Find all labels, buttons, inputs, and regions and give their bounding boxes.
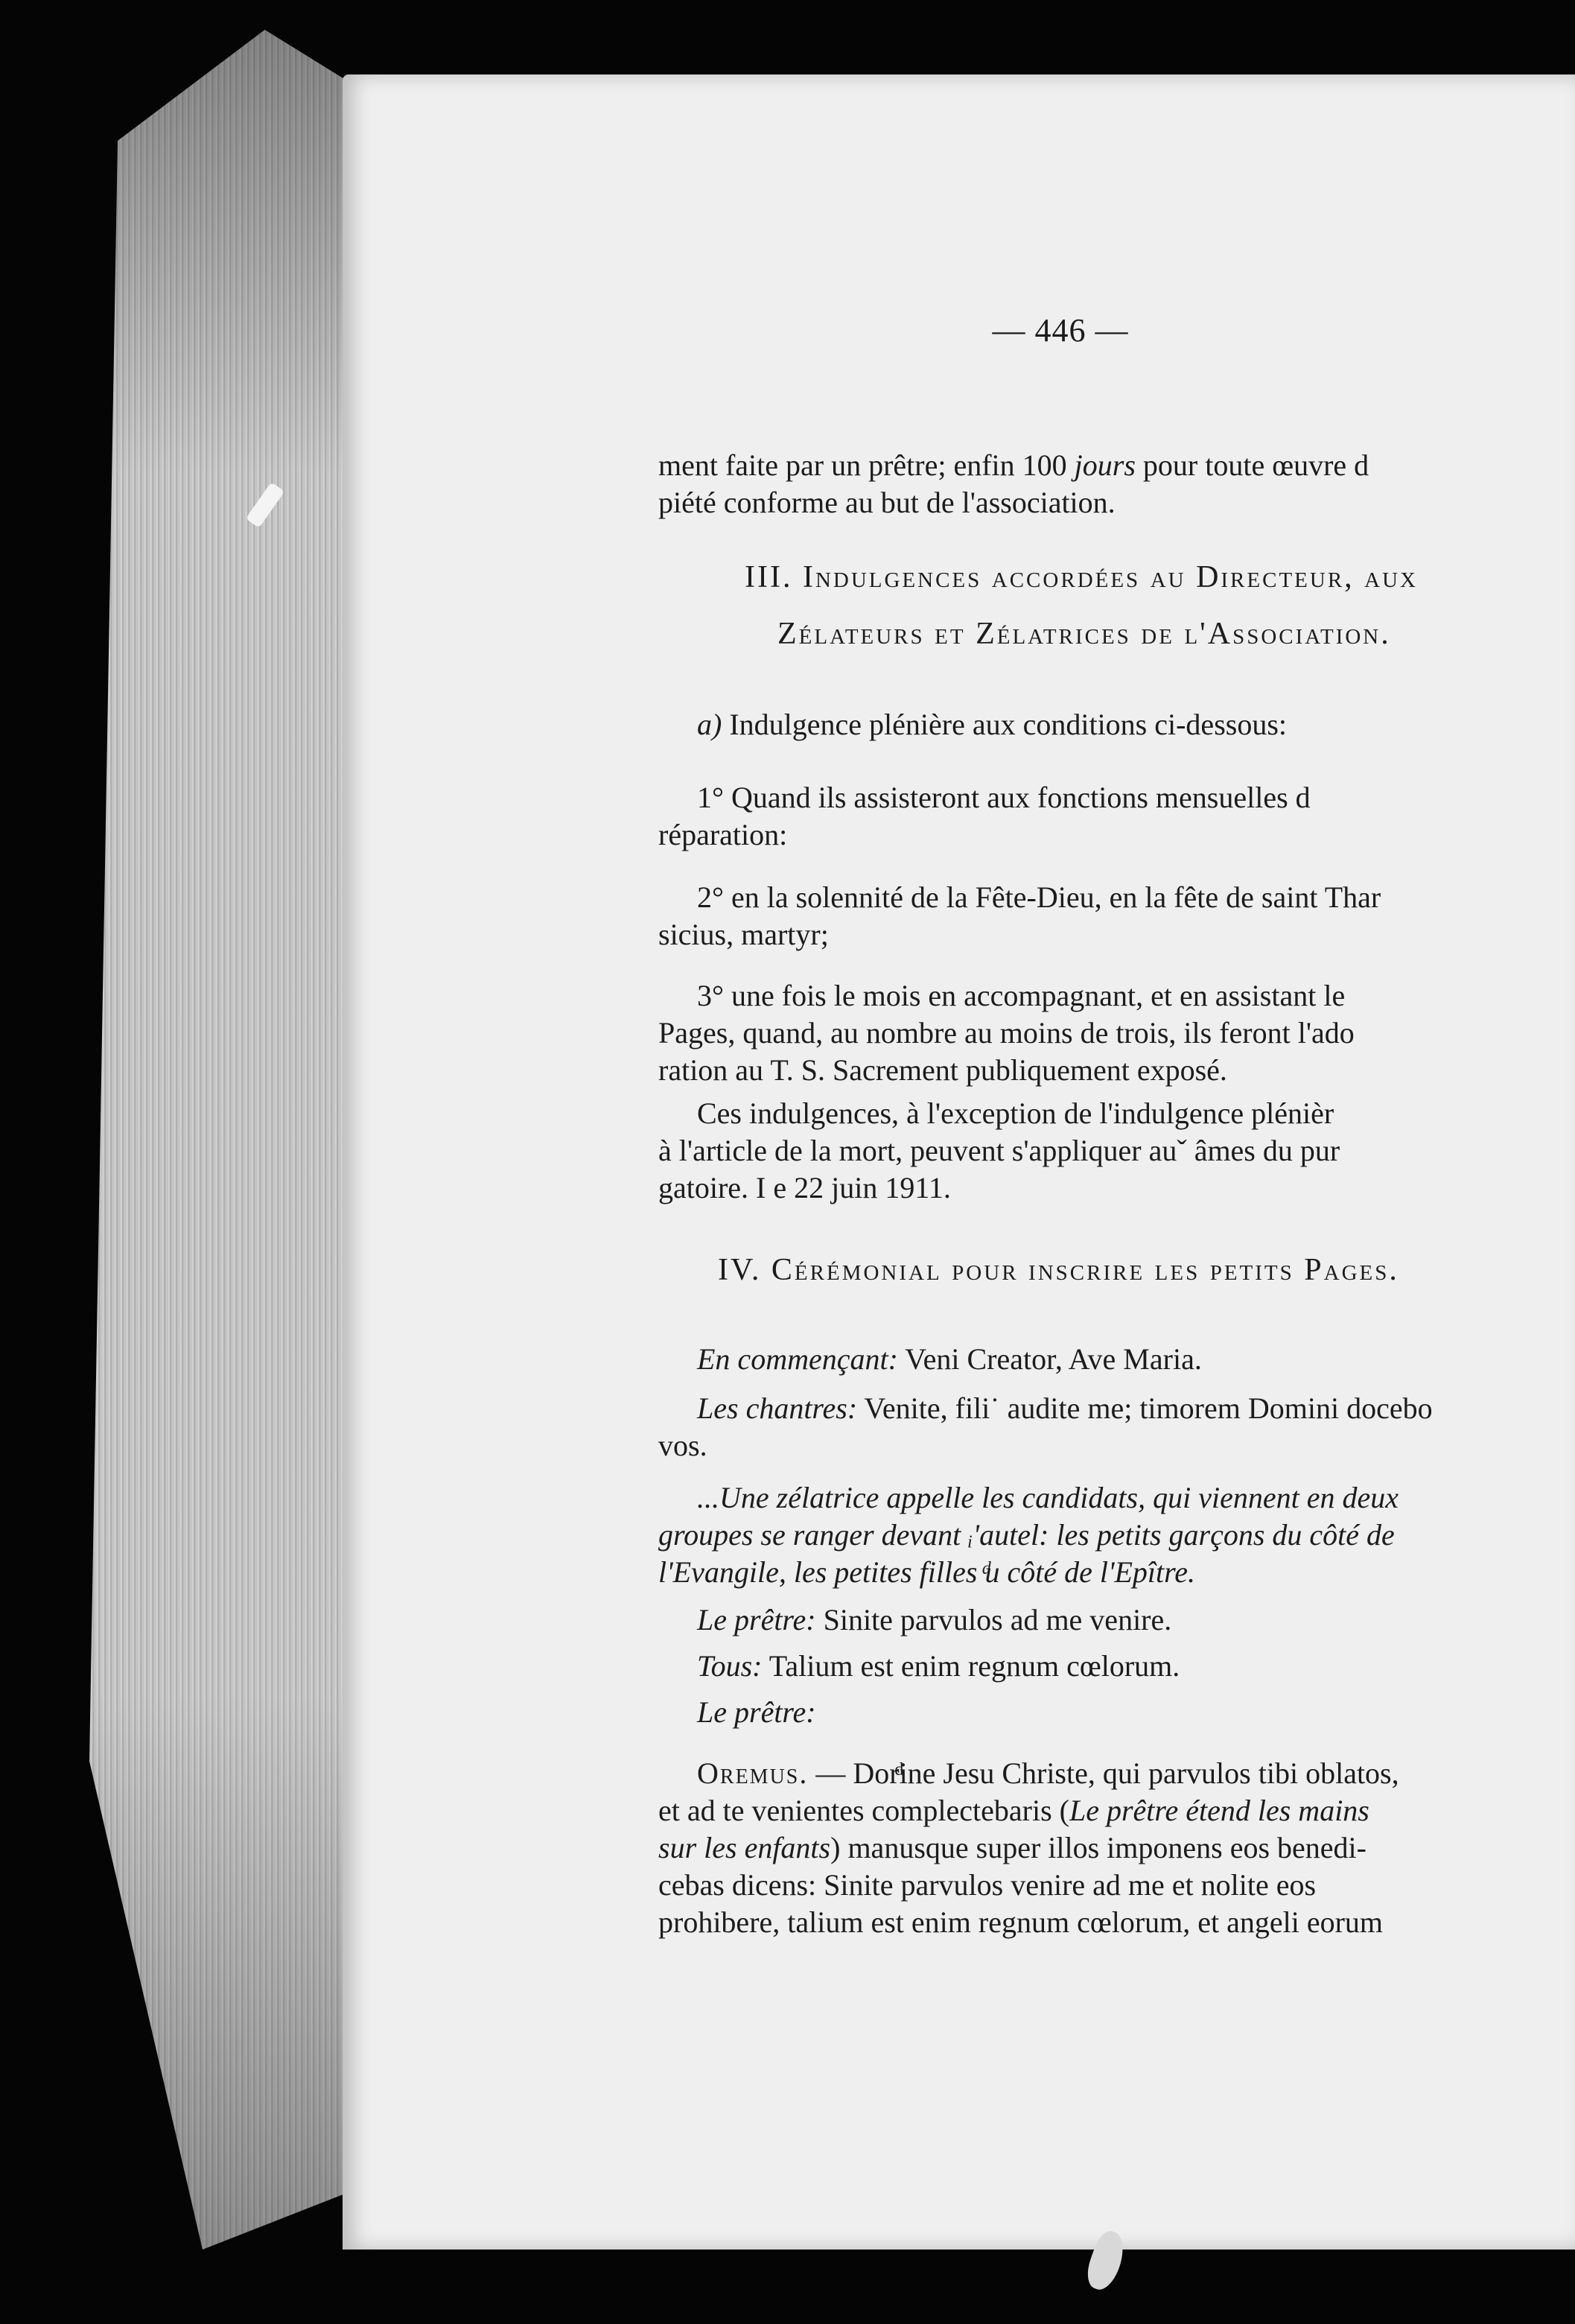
text-span: Venite, fili˙ audite me; timorem Domini docebo	[857, 1391, 1433, 1425]
text-line: 2° en la solennité de la Fête-Dieu, en la fête de saint Thar	[697, 880, 1381, 914]
text-line: Ces indulgences, à l'exception de l'indulgence plénièr	[697, 1096, 1334, 1130]
text-span: — Dorͩine Jesu Christe, qui parvulos tibi oblatos,	[808, 1756, 1399, 1790]
text-line	[658, 447, 1369, 484]
book-page	[343, 74, 1575, 2250]
text-line	[658, 1792, 1369, 1829]
text-span: Veni Creator, Ave Maria.	[897, 1342, 1202, 1376]
text-line: cebas dicens: Sinite parvulos venire ad me et nolite eos	[658, 1868, 1317, 1902]
section-heading: IV. Cérémonial pour inscrire les petits Pages.	[718, 1253, 1399, 1287]
text-line: à l'article de la mort, peuvent s'appliquer auˇ âmes du pur	[658, 1134, 1340, 1167]
text-line	[658, 1829, 1366, 1867]
italic-span: jours	[1074, 448, 1136, 482]
text-line: l'Evangile, les petites filles ͩu côté de l'Epître.	[658, 1555, 1195, 1589]
text-line: gatoire. I e 22 juin 1911.	[658, 1171, 951, 1204]
text-line	[658, 1341, 1202, 1378]
italic-span: Le prêtre étend les mains	[1069, 1794, 1369, 1827]
italic-span: a)	[697, 708, 722, 741]
text-line: ration au T. S. Sacrement publiquement exposé.	[658, 1053, 1227, 1087]
text-line	[658, 706, 1287, 743]
text-line: groupes se ranger devant ᵢ'autel: les petits garçons du côté de	[658, 1518, 1395, 1552]
text-span: Sinite parvulos ad me venire.	[815, 1603, 1172, 1636]
text-line: ...Une zélatrice appelle les candidats, qui viennent en deux	[697, 1481, 1399, 1514]
text-line	[658, 1601, 1171, 1639]
text-line: prohibere, talium est enim regnum cœlorum, et angeli eorum	[658, 1905, 1384, 1939]
section-heading: III. Indulgences accordées au Directeur, aux	[745, 560, 1419, 594]
text-line	[658, 1755, 1399, 1792]
italic-span: Le prêtre:	[697, 1603, 816, 1636]
text-span: Talium est enim regnum cœlorum.	[762, 1649, 1180, 1683]
text-line: sicius, martyr;	[658, 918, 829, 951]
text-span: ) manusque super illos imponens eos benedi-	[830, 1831, 1366, 1864]
text-line: 1° Quand ils assisteront aux fonctions mensuelles d	[697, 781, 1311, 814]
italic-span: sur les enfants	[658, 1831, 831, 1864]
italic-span: Les chantres:	[697, 1391, 858, 1425]
text-line: piété conforme au but de l'association.	[658, 486, 1116, 519]
italic-span: En commençant:	[697, 1342, 898, 1376]
book-page-edges	[89, 30, 372, 2250]
text-line: réparation:	[658, 818, 788, 851]
text-span: Indulgence plénière aux conditions ci-dessous:	[722, 708, 1287, 741]
small-caps-span: Oremus.	[697, 1756, 809, 1790]
section-heading: Zélateurs et Zélatrices de l'Association.	[777, 617, 1391, 651]
text-span: et ad te venientes complectebaris (	[658, 1794, 1069, 1827]
text-line: Le prêtre:	[697, 1695, 816, 1729]
text-span: pour toute œuvre d	[1135, 448, 1369, 482]
text-line: vos.	[658, 1429, 707, 1462]
text-line: Pages, quand, au nombre au moins de trois, ils feront l'ado	[658, 1016, 1355, 1050]
page-number: — 446 —	[992, 312, 1129, 349]
text-line	[658, 1648, 1180, 1685]
italic-span: Tous:	[697, 1649, 763, 1683]
text-line: 3° une fois le mois en accompagnant, et en assistant le	[697, 979, 1346, 1012]
text-span: ment faite par un prêtre; enfin 100	[658, 448, 1075, 482]
text-line	[658, 1390, 1433, 1427]
